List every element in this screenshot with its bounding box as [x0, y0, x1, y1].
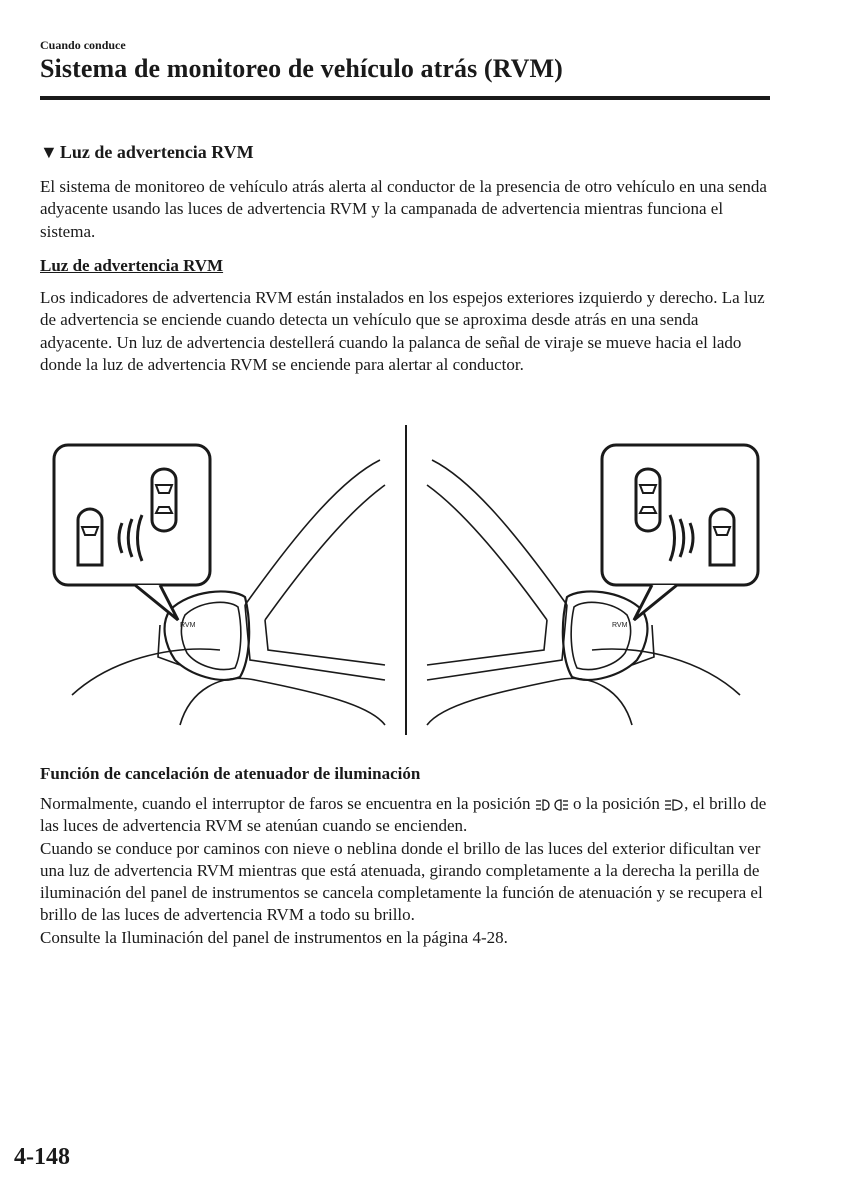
left-window-sill	[245, 605, 385, 680]
left-mirror-rvm-label: RVM	[180, 622, 196, 629]
left-icon-car-rear	[78, 509, 102, 565]
intro-paragraph: El sistema de monitoreo de vehículo atrás alerta al conductor de la presencia de otro vehículo en una senda adyacente usando las luces de advertencia RVM y la campanada de advertencia mientras funciona el sistema.	[40, 177, 767, 241]
left-mirror-arm	[158, 625, 180, 665]
triangle-down-icon: ▼	[40, 142, 58, 162]
mirror-illustration	[40, 425, 760, 740]
title-divider	[40, 96, 770, 100]
section-label: Cuando conduce	[40, 38, 126, 52]
warning-light-subheading: Luz de advertencia RVM	[40, 256, 224, 275]
left-fender	[180, 678, 385, 725]
left-icon-car-front	[152, 469, 176, 531]
left-mirror-glass	[181, 602, 240, 669]
warning-light-heading-text: Luz de advertencia RVM	[59, 142, 254, 162]
warning-light-heading	[40, 142, 254, 163]
left-window-sill-inner	[265, 620, 385, 665]
left-a-pillar	[245, 460, 380, 605]
parking-lights-icon	[535, 798, 569, 812]
dimmer-text-d: Cuando se conduce por caminos con nieve o neblina donde el brillo de las luces del exterior dificultan ver una luz de advertencia RVM mientras que está atenuada, girando completamente a la derecha la perilla de iluminación del panel de instrumentos se cancela completamente la función de atenuación y se recupera el brillo de las luces de advertencia RVM a todo su brillo.	[40, 838, 763, 925]
warning-light-paragraph: Los indicadores de advertencia RVM están instalados en los espejos exteriores izquierdo y derecho. La luz de advertencia se enciende cuando detecta un vehículo que se aproxima desde atrás en una senda adyacente. Un luz de advertencia destellerá cuando la palanca de señal de viraje se mueve hacia el lado donde la luz de advertencia RVM se enciende para alertar al conductor.	[40, 288, 765, 374]
dimmer-text-e: Consulte la Iluminación del panel de instrumentos en la página 4-28.	[40, 927, 508, 947]
right-mirror-rvm-label: RVM	[612, 622, 628, 629]
left-rvm-icon	[78, 469, 176, 565]
dimmer-heading: Función de cancelación de atenuador de iluminación	[40, 764, 421, 783]
left-hood-line	[72, 649, 220, 695]
dimmer-paragraph	[40, 793, 770, 949]
dimmer-text-a: Normalmente, cuando el interruptor de faros se encuentra en la posición	[40, 794, 531, 813]
dimmer-text-c: , el brillo de las luces de advertencia RVM se atenúan cuando se encienden.	[40, 794, 767, 836]
dimmer-text-b: o la posición	[572, 794, 660, 813]
page-title: Sistema de monitoreo de vehículo atrás (RVM)	[40, 54, 563, 83]
page-number: 4-148	[14, 1144, 70, 1170]
left-callout-pointer	[135, 585, 178, 620]
headlights-icon	[664, 798, 684, 812]
